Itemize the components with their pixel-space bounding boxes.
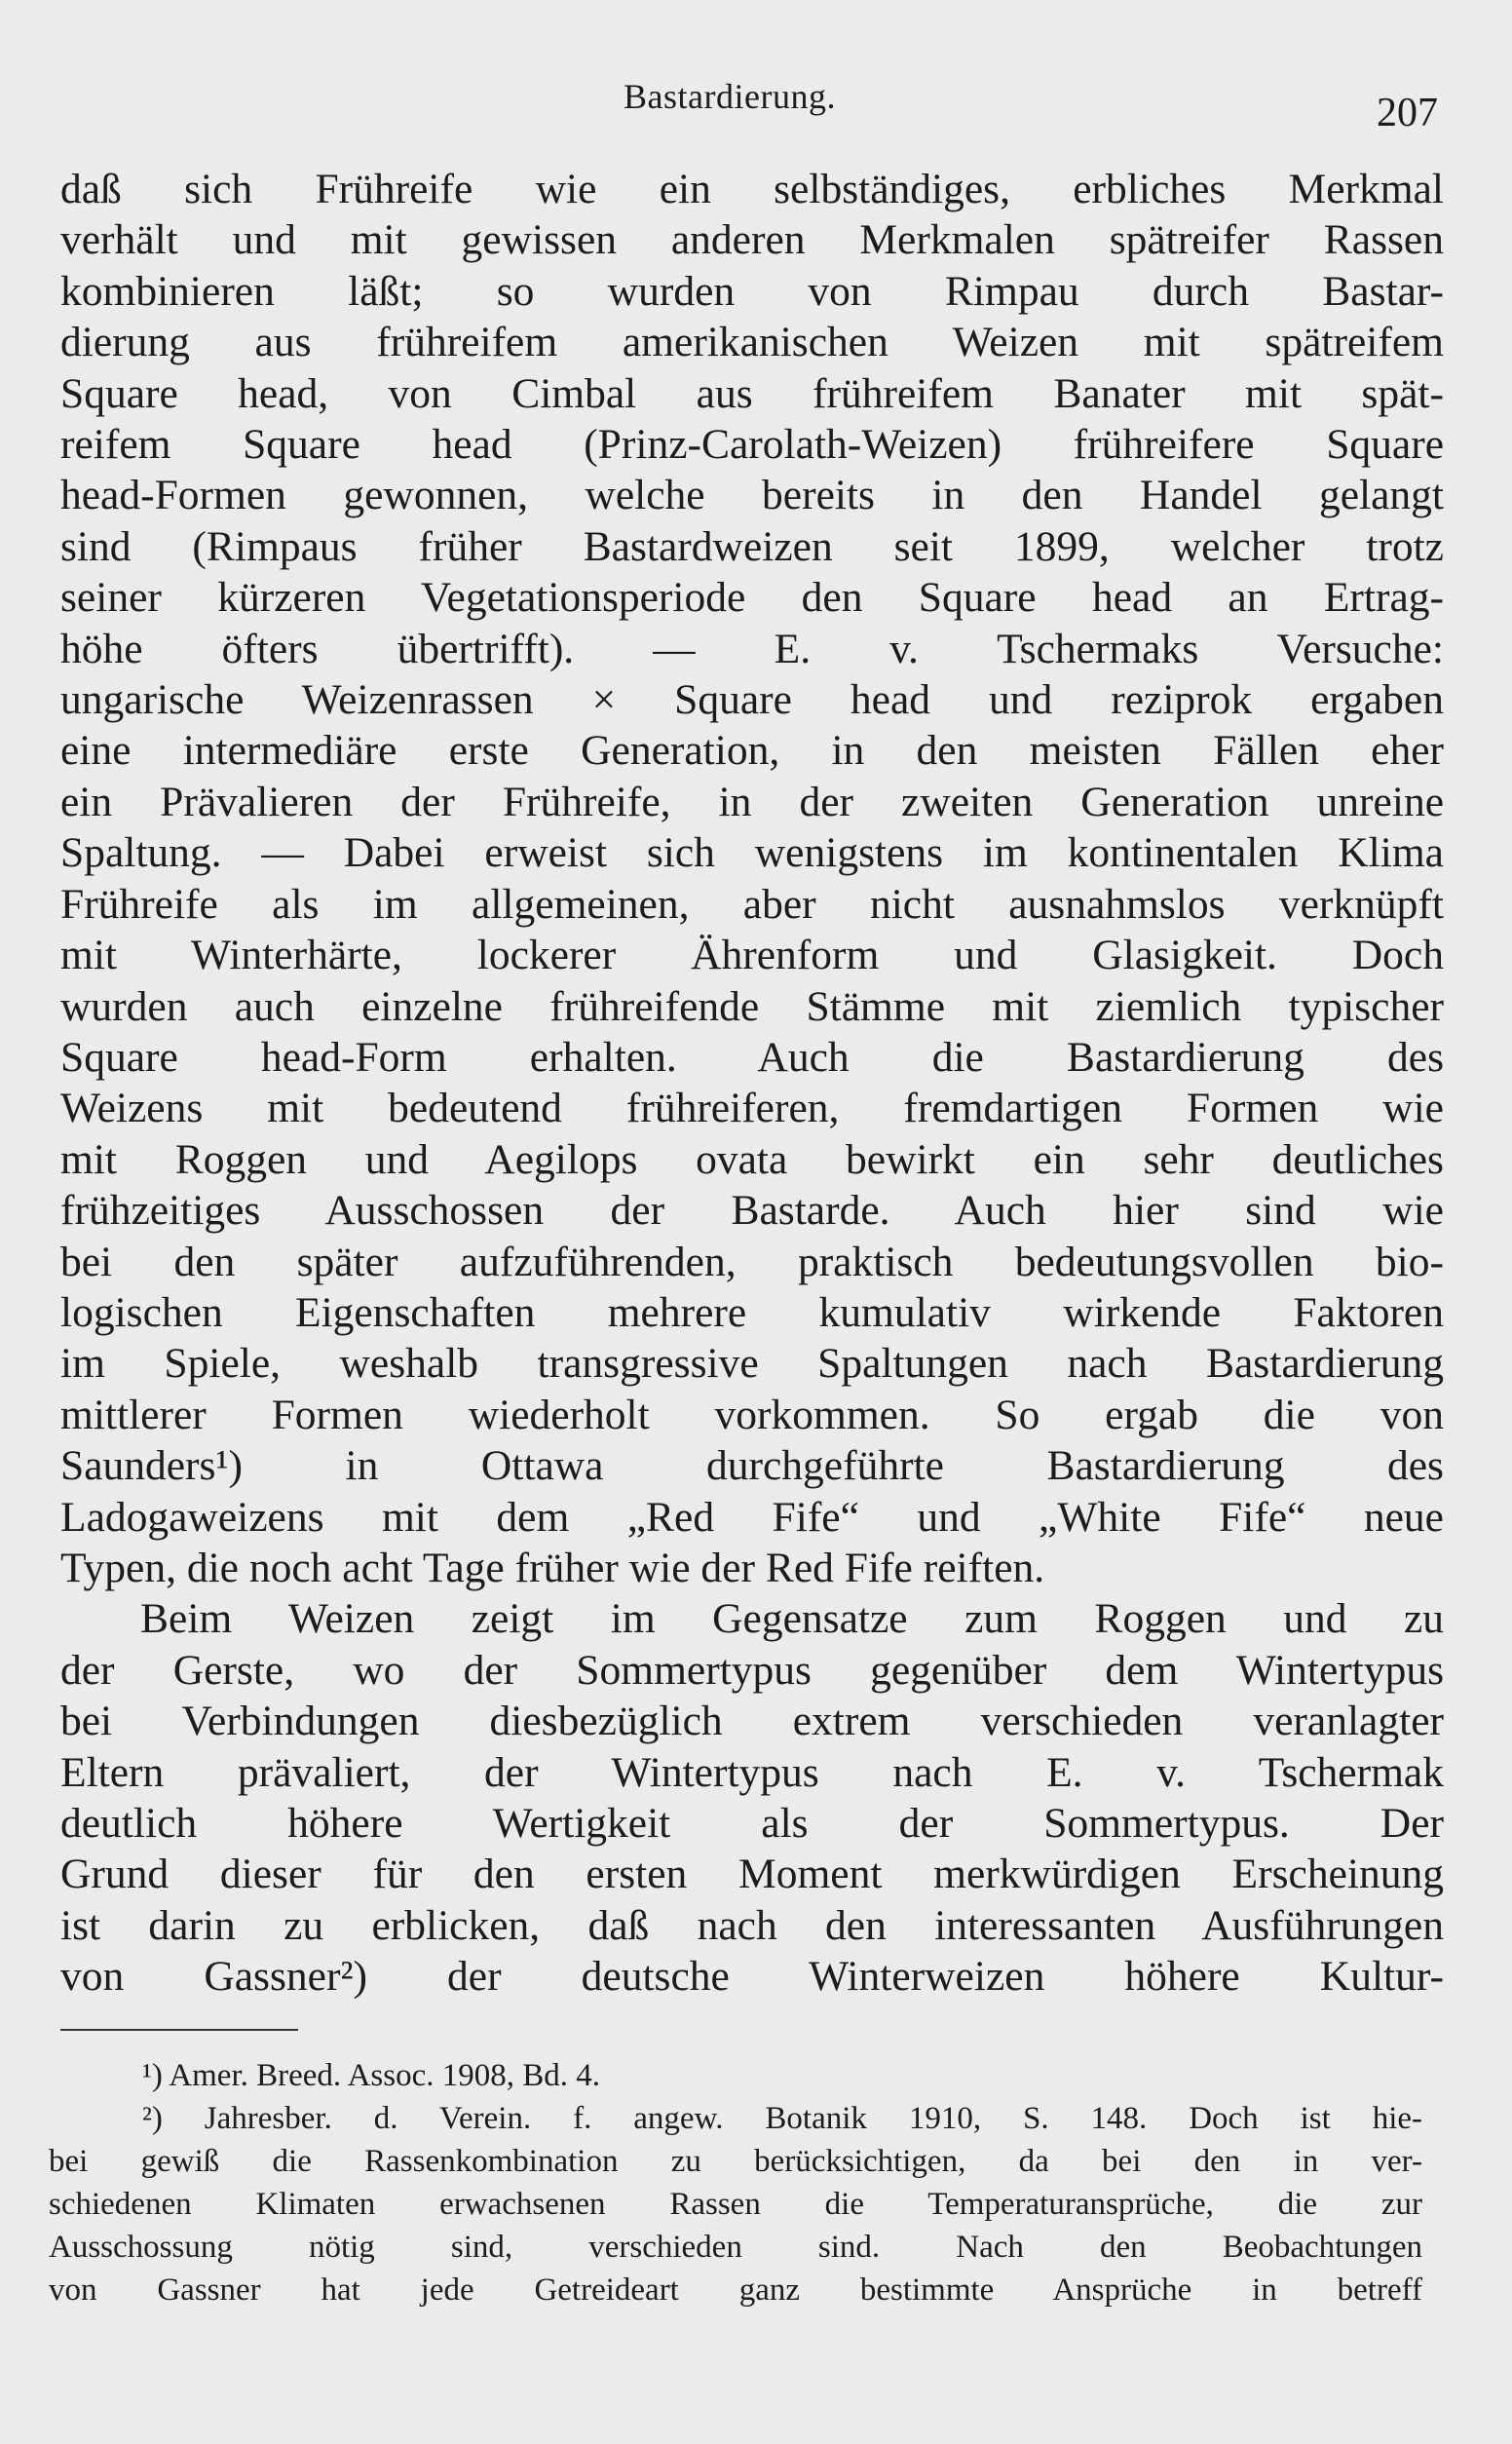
text-line: verhält und mit gewissen anderen Merkmalen spätreifer Rassen — [60, 216, 1444, 264]
running-head: Bastardierung. — [624, 77, 836, 116]
page-number: 207 — [1377, 91, 1438, 135]
footnote-line: schiedenen Klimaten erwachsenen Rassen die Temperaturansprüche, die zur — [49, 2187, 1422, 2222]
footnote-2: ²) Jahresber. d. Verein. f. angew. Botanik 1910, S. 148. Doch ist hie- — [142, 2101, 1422, 2136]
text-line: dierung aus frühreifem amerikanischen Weizen mit spätreifem — [60, 319, 1444, 366]
text-line: sind (Rimpaus früher Bastardweizen seit 1899, welcher trotz — [60, 522, 1444, 570]
footnote-line: Ausschossung nötig sind, verschieden sind. Nach den Beobachtungen — [49, 2230, 1422, 2265]
text-line: Saunders¹) in Ottawa durchgeführte Bastardierung des — [60, 1442, 1444, 1490]
text-line: head-Formen gewonnen, welche bereits in den Handel gelangt — [60, 472, 1444, 519]
text-line: Ladogaweizens mit dem „Red Fife“ und „White Fife“ neue — [60, 1493, 1444, 1541]
text-line: mittlerer Formen wiederholt vorkommen. So ergab die von — [60, 1391, 1444, 1438]
text-line: Eltern prävaliert, der Wintertypus nach E. v. Tschermak — [60, 1748, 1444, 1796]
text-line: bei Verbindungen diesbezüglich extrem verschieden veranlagter — [60, 1698, 1444, 1745]
text-line: Weizens mit bedeutend frühreiferen, fremdartigen Formen wie — [60, 1085, 1444, 1132]
text-line: der Gerste, wo der Sommertypus gegenüber dem Wintertypus — [60, 1646, 1444, 1694]
footnote-divider — [60, 2029, 298, 2031]
text-line: ungarische Weizenrassen × Square head und reziprok ergaben — [60, 676, 1444, 724]
text-line: höhe öfters übertrifft). — E. v. Tschermaks Versuche: — [60, 625, 1444, 672]
text-line: Square head, von Cimbal aus frühreifem Banater mit spät- — [60, 369, 1444, 417]
footnotes — [49, 2054, 1422, 2311]
text-line: mit Winterhärte, lockerer Ährenform und Glasigkeit. Doch — [60, 932, 1444, 979]
text-line: Grund dieser für den ersten Moment merkwürdigen Erscheinung — [60, 1851, 1444, 1898]
text-line: von Gassner²) der deutsche Winterweizen höhere Kultur- — [60, 1953, 1444, 2001]
text-line: mit Roggen und Aegilops ovata bewirkt ein sehr deutliches — [60, 1135, 1444, 1183]
text-line: ist darin zu erblicken, daß nach den interessanten Ausführungen — [60, 1901, 1444, 1949]
footnote-line: bei gewiß die Rassenkombination zu berücksichtigen, da bei den in ver- — [49, 2144, 1422, 2179]
footnote-line: von Gassner hat jede Getreideart ganz bestimmte Ansprüche in betreff — [49, 2272, 1422, 2308]
text-line: ein Prävalieren der Frühreife, in der zweiten Generation unreine — [60, 778, 1444, 825]
text-line: Spaltung. — Dabei erweist sich wenigstens im kontinentalen Klima — [60, 829, 1444, 877]
text-line: Typen, die noch acht Tage früher wie der Red Fife reiften. — [60, 1544, 1045, 1591]
text-line: kombinieren läßt; so wurden von Rimpau durch Bastar- — [60, 267, 1444, 315]
text-line: reifem Square head (Prinz-Carolath-Weizen) frühreifere Square — [60, 421, 1444, 469]
text-line: logischen Eigenschaften mehrere kumulativ wirkende Faktoren — [60, 1288, 1444, 1336]
text-line: eine intermediäre erste Generation, in den meisten Fällen eher — [60, 727, 1444, 775]
text-line: frühzeitiges Ausschossen der Bastarde. Auch hier sind wie — [60, 1187, 1444, 1235]
text-line: deutlich höhere Wertigkeit als der Sommertypus. Der — [60, 1800, 1444, 1847]
text-line: seiner kürzeren Vegetationsperiode den Square head an Ertrag- — [60, 574, 1444, 622]
text-line: daß sich Frühreife wie ein selbständiges, erbliches Merkmal — [60, 166, 1444, 212]
text-line: im Spiele, weshalb transgressive Spaltungen nach Bastardierung — [60, 1340, 1444, 1388]
footnote-1: ¹) Amer. Breed. Assoc. 1908, Bd. 4. — [142, 2058, 601, 2093]
text-line: Frühreife als im allgemeinen, aber nicht ausnahmslos verknüpft — [60, 880, 1444, 928]
text-line: bei den später aufzuführenden, praktisch bedeutungsvollen bio- — [60, 1238, 1444, 1285]
paragraph-start-line: Beim Weizen zeigt im Gegensatze zum Roggen und zu — [140, 1595, 1444, 1643]
main-text — [60, 164, 1444, 2003]
text-line: Square head-Form erhalten. Auch die Bastardierung des — [60, 1033, 1444, 1081]
text-line: wurden auch einzelne frühreifende Stämme mit ziemlich typischer — [60, 982, 1444, 1030]
